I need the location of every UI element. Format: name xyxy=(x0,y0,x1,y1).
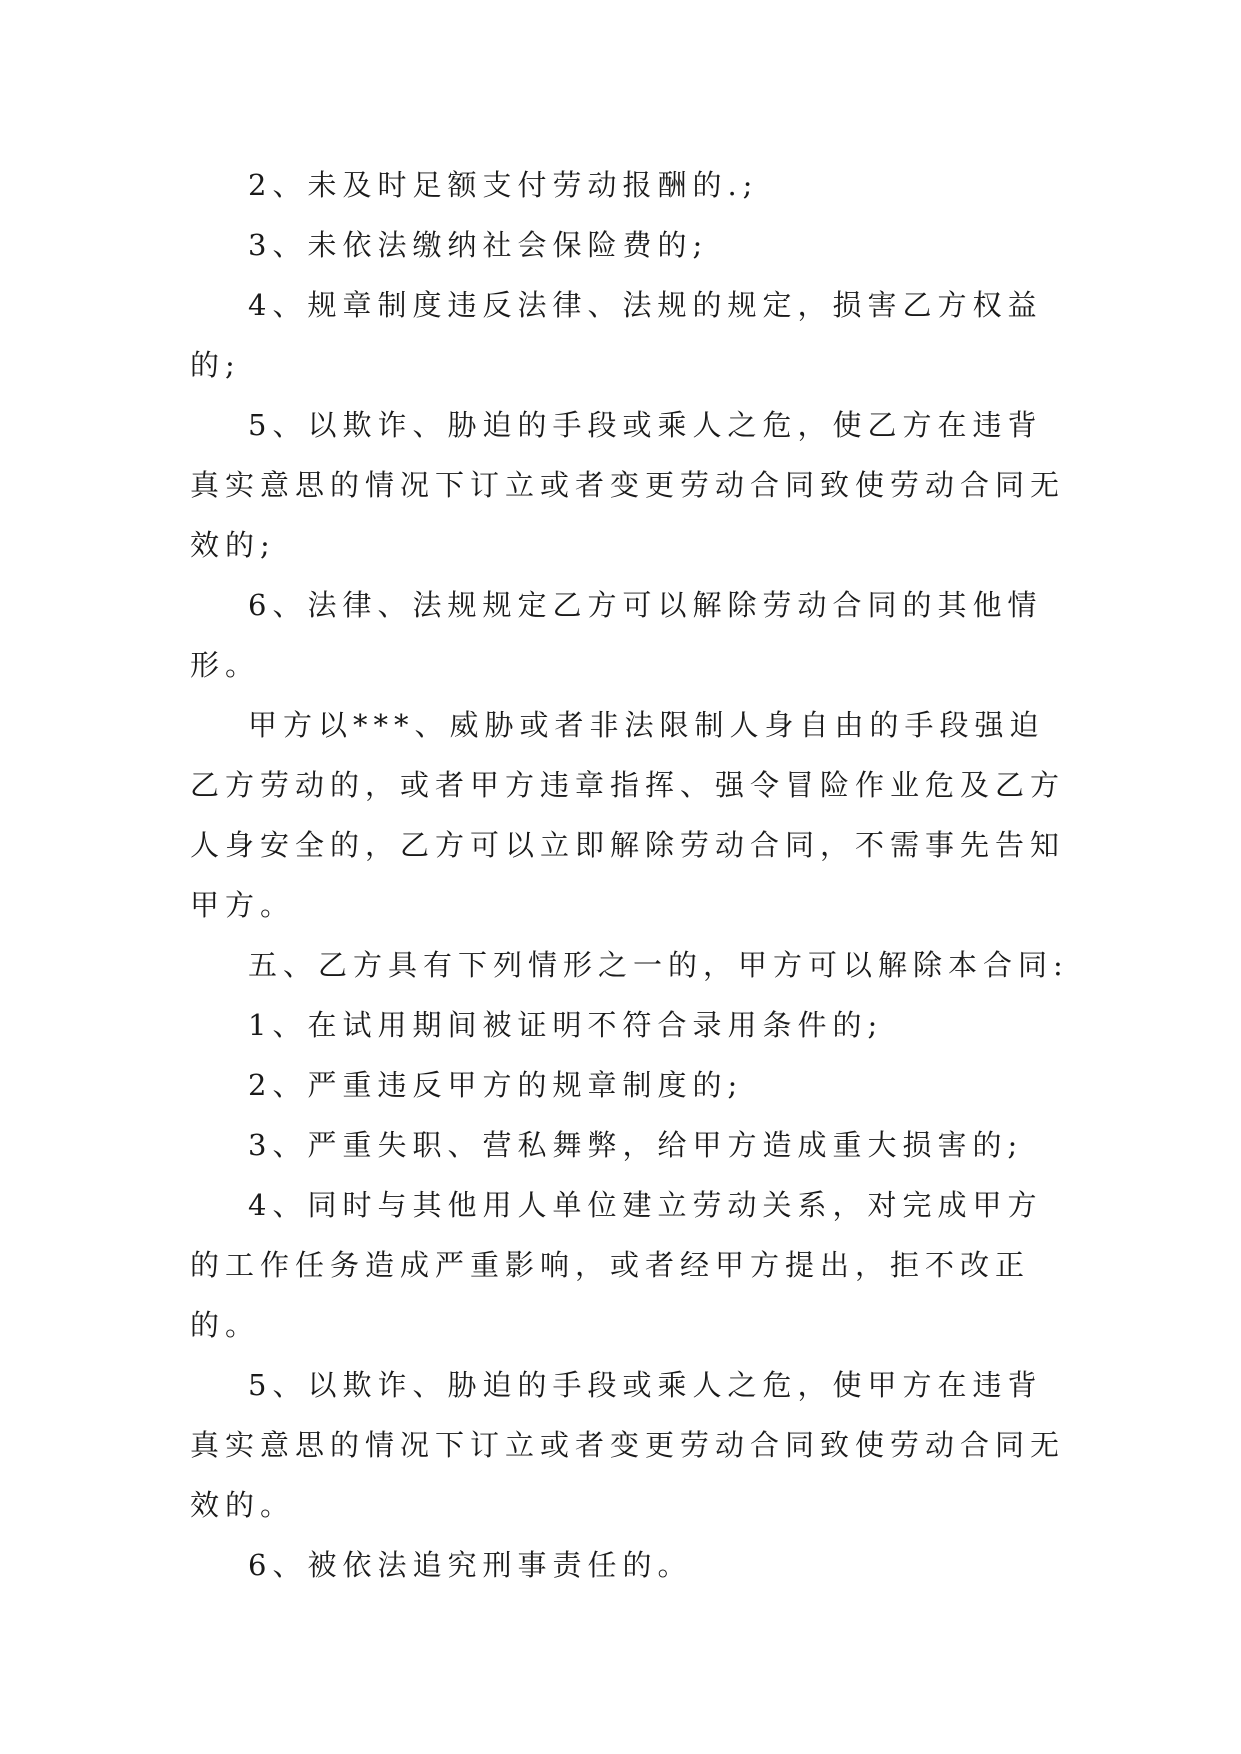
document-body xyxy=(190,155,1070,1595)
paragraph: 3、未依法缴纳社会保险费的; xyxy=(248,228,709,262)
paragraph: 甲方以***、威胁或者非法限制人身自由的手段强迫乙方劳动的，或者甲方违章指挥、强令冒险作业危及乙方人身安全的，乙方可以立即解除劳动合同，不需事先告知甲方。 xyxy=(190,708,1066,922)
paragraph: 4、同时与其他用人单位建立劳动关系，对完成甲方的工作任务造成严重影响，或者经甲方提出，拒不改正的。 xyxy=(190,1188,1043,1342)
paragraph: 5、以欺诈、胁迫的手段或乘人之危，使甲方在违背真实意思的情况下订立或者变更劳动合同致使劳动合同无效的。 xyxy=(190,1368,1066,1522)
paragraph: 2、严重违反甲方的规章制度的; xyxy=(248,1068,744,1102)
paragraph: 4、规章制度违反法律、法规的规定，损害乙方权益的; xyxy=(190,288,1043,382)
paragraph: 2、未及时足额支付劳动报酬的.; xyxy=(248,168,759,202)
paragraph: 6、被依法追究刑事责任的。 xyxy=(248,1548,693,1582)
paragraph: 五、乙方具有下列情形之一的，甲方可以解除本合同: xyxy=(248,948,1069,982)
paragraph: 3、严重失职、营私舞弊，给甲方造成重大损害的; xyxy=(248,1128,1024,1162)
paragraph: 6、法律、法规规定乙方可以解除劳动合同的其他情形。 xyxy=(190,588,1043,682)
paragraph: 1、在试用期间被证明不符合录用条件的; xyxy=(248,1008,884,1042)
paragraph: 5、以欺诈、胁迫的手段或乘人之危，使乙方在违背真实意思的情况下订立或者变更劳动合同致使劳动合同无效的; xyxy=(190,408,1066,562)
